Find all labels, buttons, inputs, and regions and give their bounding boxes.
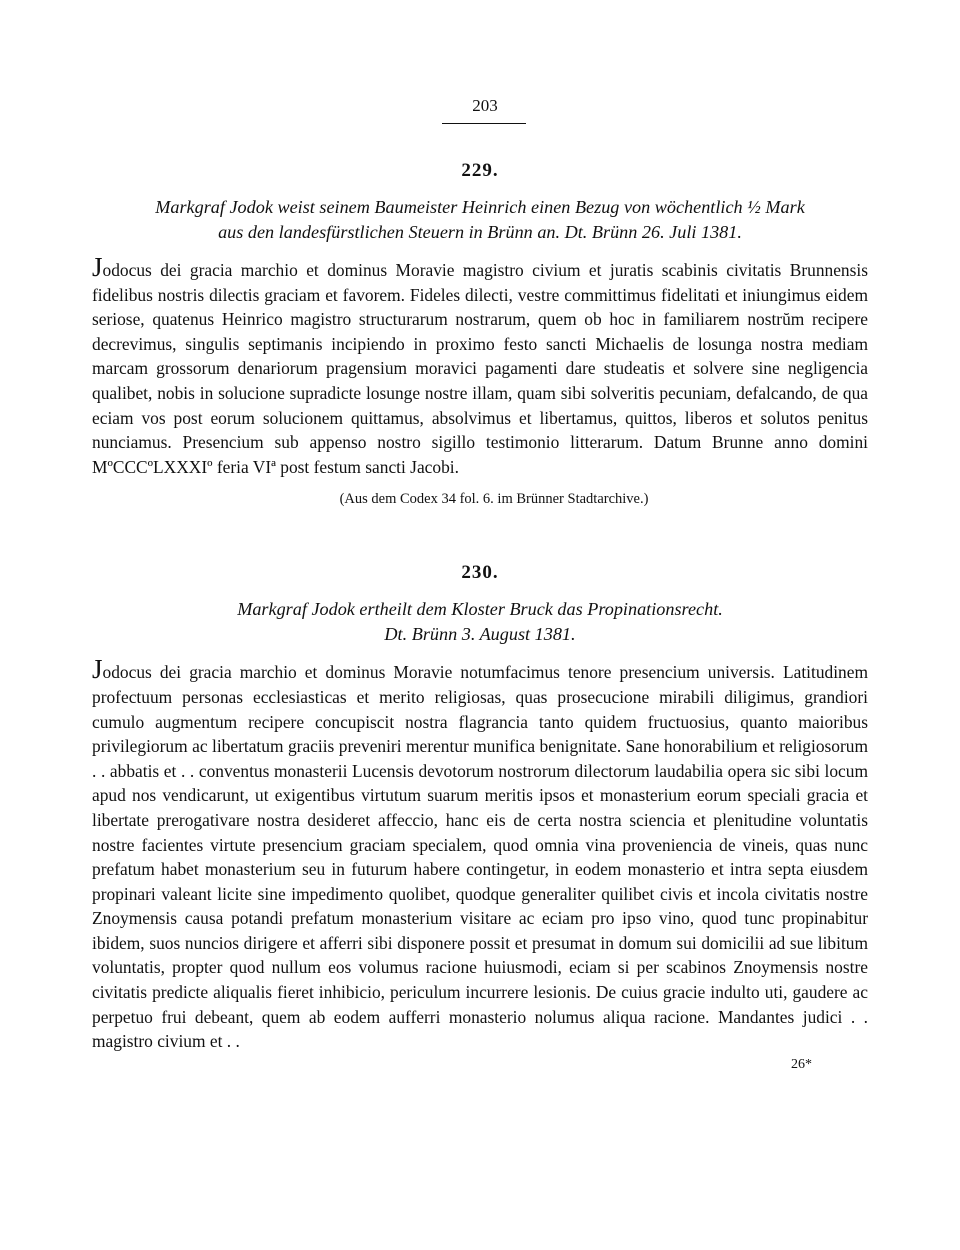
summary-line: Markgraf Jodok weist seinem Baumeister Heinrich einen Bezug von wöchentlich ½ Mark [155,197,805,217]
summary-line: aus den landesfürstlichen Steuern in Brünn an. Dt. Brünn 26. Juli 1381. [218,222,742,242]
document-text [92,252,868,479]
signature-mark: 26* [791,1056,812,1072]
document-summary [92,195,868,245]
summary-line: Dt. Brünn 3. August 1381. [384,624,576,645]
document-number: 229. [461,160,499,181]
document-text-body: odocus dei gracia marchio et dominus Moravie notumfacimus tenore presencium universis. Latitudinem profectuum personas ecclesiasticas et merito religiosas, quas prosecucione mirabili diligimus, grandiori cumulo augmentum recipere concupiscit nostra flagrancia tanto quidem fructuosius, quanto maioribus privilegiorum ac libertatum graciis preveniri merentur munifica benignitate. Sane honorabilium et religiosorum . . abbatis et . . conventus monasterii Lucensis devotorum nostrorum dilectorum laudabilia opera sic sibi locum apud nos vendicarunt, ut exigentibus virtutum suarum meritis ipsos et monasterium eorum speciali gracia et libertate prerogativare nostra desideret affeccio, hanc eis de certa nostra sciencia et plenitudine voluntatis nostre facientes virtute presencium graciam specialem, quod omnia vina proveniencia de vineis, quas nunc prefatum habet monasterium seu in futurum habere contingetur, in eodem monasterio et intra septa eiusdem propinari valeant licite sine impedimento quolibet, quodque generaliter quilibet civis et incola civitatis nostre Znoymensis causa potandi prefatum monasterium visitare ac eciam pro ipso vino, quod tunc propinabitur ibidem, suos nuncios dirigere et afferri sibi disponere possit et presumat in domum sui domicilii ad sue libitum voluntatis, propter quod nullum eos volumus racione huiusmodi, eciam si per scabinos Znoymensis nostre civitatis predicte aliqualis fieret inhibicio, periculum incurrere lesionis. De cuius gracie indulto uti, gaudere ac perpetuo frui debeant, quem ab eodem aufferri monasterio nolumus aliqua racione. Mandantes judici . . magistro civium et . . [92,662,868,1052]
document-page [92,96,868,1074]
source-note: (Aus dem Codex 34 fol. 6. im Brünner Stadtarchive.) [339,491,649,508]
summary-line: Markgraf Jodok ertheilt dem Kloster Bruck das Propinationsrecht. [237,599,723,620]
initial-letter: J [92,252,103,282]
document-number: 230. [461,562,499,584]
document-text [92,654,868,1054]
header-rule [442,123,526,124]
page-number: 203 [472,96,498,115]
initial-letter: J [92,654,103,685]
document-summary [92,597,868,647]
document-text-body: odocus dei gracia marchio et dominus Moravie magistro civium et juratis scabinis civitatis Brunnensis fidelibus nostris dilectis graciam et favorem. Fideles dilecti, vestre committimus fidelitati et iniungimus eidem seriose, quatenus Heinrico magistro structurarum nostrarum, quem ob hoc in familiarem nostrŭm recipere decrevimus, singulis septimanis incipiendo in proximo festo sancti Michaelis de losunga nostra mediam marcam grossorum denariorum pragensium moravici pagamenti dare studeatis et solvere sine negligencia qualibet, nobis in solucione supradicte losunge nostre illam, quam sibi solveritis pecuniam, defalcando, de qua eciam vos post eorum solucionem quittamus, absolvimus et libertamus, quittos, liberos et solutos penitus nunciamus. Presencium sub appenso nostro sigillo testimonio litterarum. Datum Brunne anno domini MºCCCºLXXXIº feria VIª post festum sancti Jacobi. [92,260,868,477]
